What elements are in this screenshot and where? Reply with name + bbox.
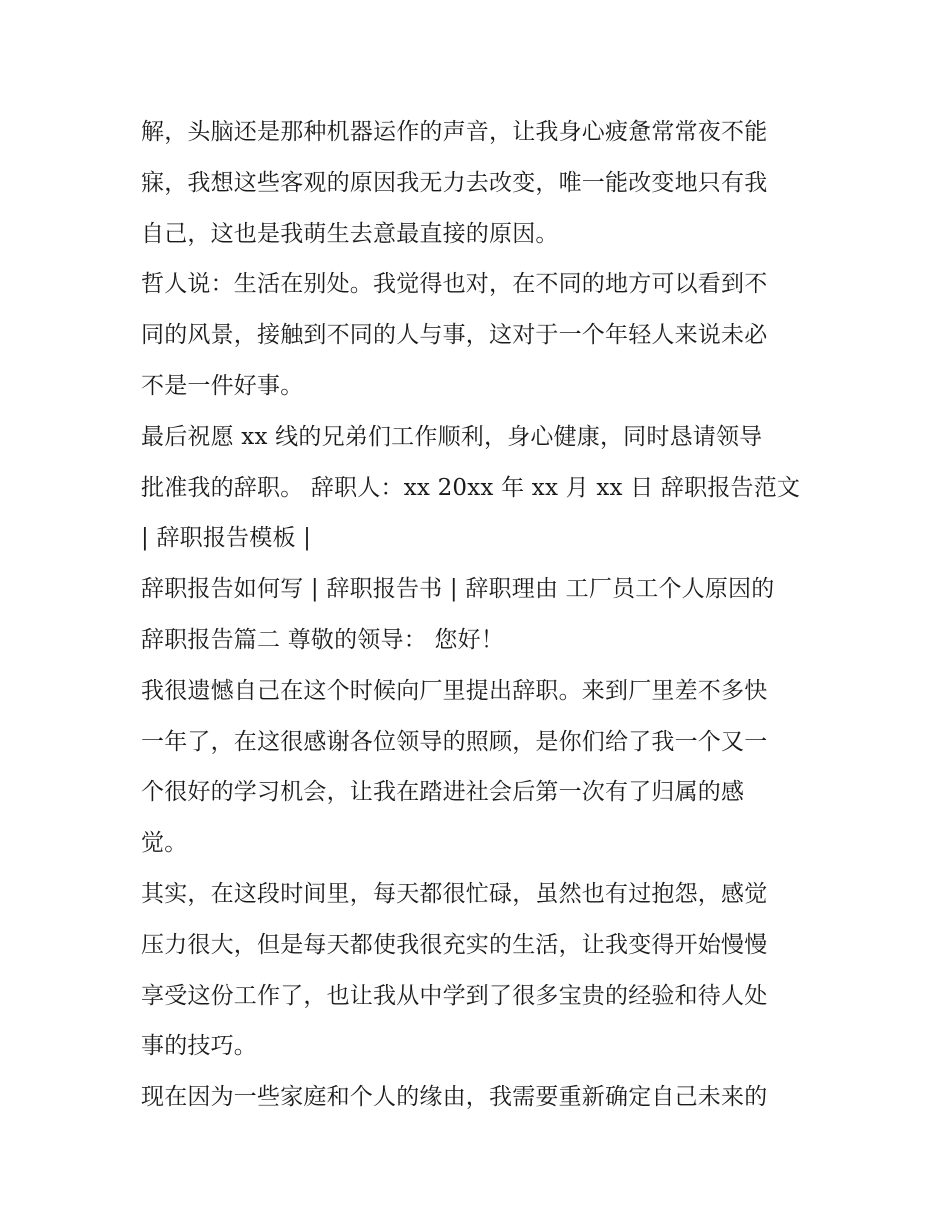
- text-line: 批准我的辞职。 辞职人：xx 20xx 年 xx 月 xx 日 辞职报告范文: [141, 474, 801, 501]
- text-line: 哲人说：生活在别处。我觉得也对，在不同的地方可以看到不: [141, 271, 768, 298]
- text-line: 寐，我想这些客观的原因我无力去改变，唯一能改变地只有我: [141, 169, 768, 196]
- text-line: | 辞职报告模板 |: [141, 525, 312, 552]
- text-line: 我很遗憾自己在这个时候向厂里提出辞职。来到厂里差不多快: [141, 677, 768, 704]
- body-text: [141, 107, 821, 1123]
- text-line: 觉。: [141, 830, 188, 857]
- text-line: 不是一件好事。: [141, 372, 304, 399]
- text-line: 享受这份工作了，也让我从中学到了很多宝贵的经验和待人处: [141, 982, 768, 1009]
- text-line: 同的风景，接触到不同的人与事，这对于一个年轻人来说未必: [141, 322, 768, 349]
- text-line: 自己，这也是我萌生去意最直接的原因。: [141, 220, 559, 247]
- text-line: 个很好的学习机会，让我在踏进社会后第一次有了归属的感: [141, 779, 745, 806]
- text-line: 压力很大，但是每天都使我很充实的生活，让我变得开始慢慢: [141, 931, 768, 958]
- text-line: 辞职报告如何写 | 辞职报告书 | 辞职理由 工厂员工个人原因的: [141, 576, 775, 603]
- text-line: 一年了，在这很感谢各位领导的照顾，是你们给了我一个又一: [141, 728, 768, 755]
- text-line: 最后祝愿 xx 线的兄弟们工作顺利，身心健康，同时恳请领导: [141, 423, 763, 450]
- text-line: 解，头脑还是那种机器运作的声音，让我身心疲惫常常夜不能: [141, 119, 768, 145]
- text-line: 其实，在这段时间里，每天都很忙碌，虽然也有过抱怨，感觉: [141, 880, 768, 907]
- text-line: 辞职报告篇二 尊敬的领导： 您好！: [141, 626, 505, 653]
- text-line: 现在因为一些家庭和个人的缘由，我需要重新确定自己未来的: [141, 1084, 768, 1111]
- text-line: 事的技巧。: [141, 1033, 257, 1060]
